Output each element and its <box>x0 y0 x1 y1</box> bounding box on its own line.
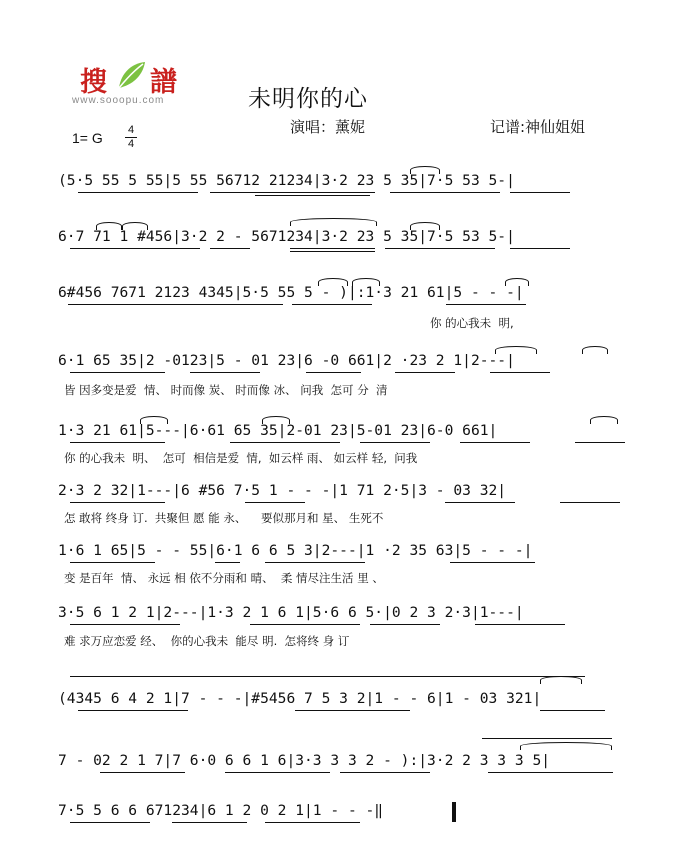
beam <box>78 710 188 711</box>
slur <box>318 278 348 286</box>
slur <box>410 166 440 174</box>
logo-char-sou: 搜 <box>80 67 107 98</box>
slur <box>410 222 440 230</box>
beam <box>370 624 440 625</box>
score-line-4: 6·1 65 35|2 -0123|5 - 01 23|6 -0 661|2 ·23 2 1|2---| <box>58 352 515 369</box>
beam <box>265 822 360 823</box>
score-line-3: 6#456 7671 2123 4345|5·5 55 5 - )|:1·3 21 61|5 - - -| <box>58 284 524 301</box>
beam <box>250 624 360 625</box>
beam <box>70 502 165 503</box>
lyrics-line-4: 皆 因多变是爱 情、 时而像 炭、 时而像 冰、 问我 怎可 分 清 <box>64 383 388 397</box>
beam <box>70 624 180 625</box>
score-line-6: 2·3 2 32|1---|6 #56 7·5 1 - - -|1 71 2·5|3 - 03 32| <box>58 482 507 499</box>
final-barline <box>452 802 456 822</box>
beam <box>215 562 240 563</box>
beam <box>540 710 605 711</box>
time-signature <box>124 125 138 150</box>
beam <box>306 372 361 373</box>
score-line-9: (4345 6 4 2 1|7 - - -|#5456 7 5 3 2|1 - - 6|1 - 03 321| <box>58 690 542 707</box>
score-line-1: (5·5 55 5 55|5 55 56712 21234|3·2 23 5 35|7·5 53 5-| <box>58 172 515 189</box>
beam <box>70 372 165 373</box>
beam <box>100 772 185 773</box>
lyrics-line-8: 难 求万应恋爱 经、 你的心我未 能尽 明. 怎将终 身 订 <box>64 634 350 648</box>
beam <box>575 442 625 443</box>
beam <box>68 304 283 305</box>
logo-url: www.sooopu.com <box>72 95 165 106</box>
slur <box>96 222 122 230</box>
beam <box>385 248 495 249</box>
lyrics-line-3: 你 的心我未 明, <box>430 316 514 330</box>
beam <box>450 562 535 563</box>
beam <box>446 304 526 305</box>
beam <box>340 772 430 773</box>
beam <box>255 195 370 196</box>
beam <box>292 304 372 305</box>
beam <box>70 248 200 249</box>
leaf-icon <box>115 60 147 90</box>
slur <box>290 218 377 226</box>
beam <box>290 251 375 252</box>
slur <box>122 222 148 230</box>
beam <box>445 502 515 503</box>
beam <box>210 192 375 193</box>
beam <box>78 192 198 193</box>
beam <box>210 248 250 249</box>
beam <box>490 372 550 373</box>
ending-bracket-line <box>482 738 612 739</box>
beam <box>475 624 565 625</box>
slur <box>140 416 168 424</box>
beam <box>190 372 260 373</box>
slur <box>352 278 380 286</box>
beam <box>510 192 570 193</box>
beam <box>245 502 305 503</box>
singer-credit: 演唱：薰妮 <box>290 118 366 136</box>
logo-char-pu: 譜 <box>150 67 177 98</box>
beam <box>360 442 430 443</box>
lyrics-line-5: 你 的心我未 明、 怎可 相信是爱 情, 如云样 雨、 如云样 轻, 问我 <box>64 451 418 465</box>
beam <box>295 710 410 711</box>
song-title: 未明你的心 <box>248 86 368 112</box>
meter-bottom: 4 <box>127 138 135 150</box>
beam <box>225 772 330 773</box>
beam <box>390 192 500 193</box>
key-signature: 1= G <box>72 130 103 146</box>
beam <box>70 442 165 443</box>
score-line-8: 3·5 6 1 2 1|2---|1·3 2 1 6 1|5·6 6 5·|0 2 3 2·3|1---| <box>58 604 524 621</box>
slur <box>540 676 582 684</box>
sooopu-logo <box>70 58 205 110</box>
beam <box>560 502 620 503</box>
meter-top: 4 <box>127 124 135 136</box>
slur <box>582 346 608 354</box>
transcriber-credit: 记谱:神仙姐姐 <box>490 118 586 136</box>
beam <box>265 562 365 563</box>
beam <box>290 248 375 249</box>
score-line-5: 1·3 21 61|5---|6·61 65 35|2-01 23|5-01 23|6-0 661| <box>58 422 498 439</box>
beam <box>488 772 613 773</box>
beam <box>460 442 530 443</box>
beam <box>510 248 570 249</box>
beam <box>230 442 340 443</box>
slur <box>590 416 618 424</box>
slur <box>495 346 537 354</box>
slur <box>520 742 612 750</box>
score-line-7: 1·6 1 65|5 - - 55|6·1 6 6 5 3|2---|1 ·2 35 63|5 - - -| <box>58 542 533 559</box>
beam <box>70 822 150 823</box>
score-line-2: 6·7 71 1 #456|3·2 2 - 5671234|3·2 23 5 35|7·5 53 5-| <box>58 228 515 245</box>
lyrics-line-7: 变 是百年 情、 永远 相 依不分雨和 晴、 柔 情尽注生活 里 、 <box>64 571 384 585</box>
lyrics-line-6: 怎 敢将 终身 订. 共聚但 愿 能 永、 要似那月和 星、 生死不 <box>64 511 384 525</box>
beam <box>172 822 247 823</box>
score-line-10: 7 - 02 2 1 7|7 6·0 6 6 1 6|3·3 3 3 2 - ):|3·2 2 3 3 3 5| <box>58 752 551 769</box>
slur <box>505 278 529 286</box>
beam <box>395 372 455 373</box>
slur <box>262 416 290 424</box>
repeat-bracket-line <box>70 676 585 677</box>
score-line-11: 7·5 5 6 6 671234|6 1 2 0 2 1|1 - - -‖ <box>58 802 384 819</box>
beam <box>70 562 155 563</box>
